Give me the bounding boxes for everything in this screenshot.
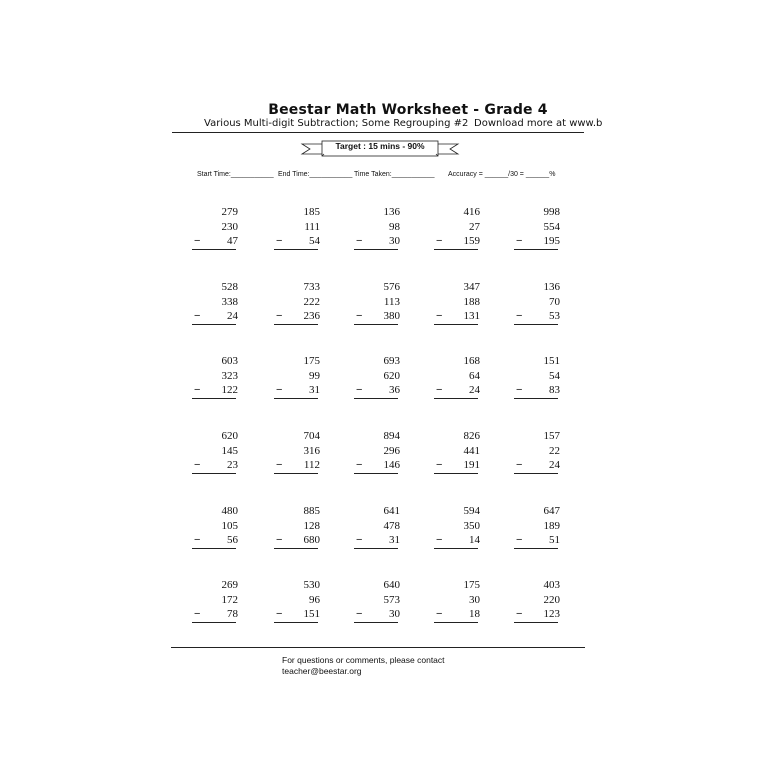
problem-minuend: 347 bbox=[463, 281, 480, 293]
answer-line bbox=[434, 324, 478, 325]
problem-subtrahend: 105 bbox=[221, 520, 238, 532]
problem-minuend: 894 bbox=[383, 430, 400, 442]
problem-subtrahend: 230 bbox=[221, 221, 238, 233]
problem-minuend: 998 bbox=[543, 206, 560, 218]
problem-minuend: 185 bbox=[303, 206, 320, 218]
problem-minuend: 528 bbox=[221, 281, 238, 293]
subtraction-problem bbox=[278, 281, 322, 327]
minus-sign: − bbox=[436, 235, 443, 247]
problem-subtrahend: 316 bbox=[303, 445, 320, 457]
minus-sign: − bbox=[436, 384, 443, 396]
minus-sign: − bbox=[356, 459, 363, 471]
problem-answer: 30 bbox=[389, 235, 400, 247]
problem-answer: 54 bbox=[309, 235, 320, 247]
problem-minuend: 885 bbox=[303, 505, 320, 517]
problem-subtrahend: 27 bbox=[469, 221, 480, 233]
answer-line bbox=[274, 398, 318, 399]
problem-answer: 24 bbox=[549, 459, 560, 471]
problem-minuend: 530 bbox=[303, 579, 320, 591]
problem-subtrahend: 64 bbox=[469, 370, 480, 382]
minus-sign: − bbox=[356, 608, 363, 620]
minus-sign: − bbox=[516, 459, 523, 471]
subtraction-problem bbox=[518, 281, 562, 327]
footer-contact-text: For questions or comments, please contact bbox=[282, 655, 445, 665]
subtraction-problem bbox=[358, 430, 402, 476]
problem-minuend: 576 bbox=[383, 281, 400, 293]
problem-subtrahend: 172 bbox=[221, 594, 238, 606]
minus-sign: − bbox=[194, 608, 201, 620]
problem-answer: 30 bbox=[389, 608, 400, 620]
problem-minuend: 175 bbox=[463, 579, 480, 591]
problem-answer: 191 bbox=[463, 459, 480, 471]
time-taken-field[interactable]: Time Taken:___________ bbox=[354, 171, 435, 178]
subtitle-download-link[interactable]: Download more at www.b bbox=[474, 118, 603, 129]
problem-minuend: 594 bbox=[463, 505, 480, 517]
start-time-field[interactable]: Start Time:___________ bbox=[197, 171, 274, 178]
problem-subtrahend: 98 bbox=[389, 221, 400, 233]
subtraction-problem bbox=[358, 355, 402, 401]
subtitle-topic: Various Multi-digit Subtraction; Some Regrouping #2 bbox=[204, 118, 469, 129]
answer-line bbox=[434, 548, 478, 549]
problem-subtrahend: 620 bbox=[383, 370, 400, 382]
problem-answer: 51 bbox=[549, 534, 560, 546]
answer-line bbox=[514, 398, 558, 399]
problem-answer: 53 bbox=[549, 310, 560, 322]
target-banner bbox=[300, 140, 460, 158]
minus-sign: − bbox=[436, 459, 443, 471]
problem-minuend: 620 bbox=[221, 430, 238, 442]
subtraction-problem bbox=[518, 206, 562, 252]
problem-answer: 112 bbox=[303, 459, 320, 471]
worksheet-title: Beestar Math Worksheet - Grade 4 bbox=[268, 102, 548, 118]
minus-sign: − bbox=[276, 459, 283, 471]
answer-line bbox=[274, 324, 318, 325]
minus-sign: − bbox=[516, 384, 523, 396]
subtraction-problem bbox=[438, 579, 482, 625]
end-time-field[interactable]: End Time:___________ bbox=[278, 171, 353, 178]
subtraction-problem bbox=[196, 206, 240, 252]
subtraction-problem bbox=[278, 505, 322, 551]
minus-sign: − bbox=[276, 534, 283, 546]
problem-subtrahend: 188 bbox=[463, 296, 480, 308]
subtraction-problem bbox=[278, 579, 322, 625]
problem-subtrahend: 220 bbox=[543, 594, 560, 606]
problem-answer: 159 bbox=[463, 235, 480, 247]
problem-subtrahend: 296 bbox=[383, 445, 400, 457]
subtraction-problem bbox=[358, 206, 402, 252]
answer-line bbox=[354, 622, 398, 623]
problem-minuend: 733 bbox=[303, 281, 320, 293]
answer-line bbox=[192, 324, 236, 325]
problem-minuend: 826 bbox=[463, 430, 480, 442]
answer-line bbox=[514, 473, 558, 474]
answer-line bbox=[354, 473, 398, 474]
header-divider bbox=[172, 132, 584, 133]
problem-subtrahend: 70 bbox=[549, 296, 560, 308]
answer-line bbox=[354, 548, 398, 549]
minus-sign: − bbox=[194, 534, 201, 546]
subtraction-problem bbox=[438, 355, 482, 401]
problem-answer: 680 bbox=[303, 534, 320, 546]
minus-sign: − bbox=[356, 310, 363, 322]
answer-line bbox=[192, 473, 236, 474]
minus-sign: − bbox=[356, 384, 363, 396]
target-label: Target : 15 mins - 90% bbox=[335, 141, 425, 151]
problem-subtrahend: 99 bbox=[309, 370, 320, 382]
minus-sign: − bbox=[436, 310, 443, 322]
answer-line bbox=[274, 622, 318, 623]
subtraction-problem bbox=[518, 430, 562, 476]
subtraction-problem bbox=[518, 355, 562, 401]
problem-subtrahend: 22 bbox=[549, 445, 560, 457]
problem-subtrahend: 222 bbox=[303, 296, 320, 308]
answer-line bbox=[354, 249, 398, 250]
footer-email-clip bbox=[282, 668, 402, 674]
problem-minuend: 403 bbox=[543, 579, 560, 591]
problem-subtrahend: 128 bbox=[303, 520, 320, 532]
answer-line bbox=[434, 398, 478, 399]
subtraction-problem bbox=[358, 281, 402, 327]
problem-answer: 380 bbox=[383, 310, 400, 322]
minus-sign: − bbox=[276, 608, 283, 620]
answer-line bbox=[354, 324, 398, 325]
answer-line bbox=[192, 398, 236, 399]
footer-divider bbox=[171, 647, 585, 648]
problem-subtrahend: 30 bbox=[469, 594, 480, 606]
problem-minuend: 603 bbox=[221, 355, 238, 367]
answer-line bbox=[514, 622, 558, 623]
subtraction-problem bbox=[438, 281, 482, 327]
problem-answer: 24 bbox=[469, 384, 480, 396]
subtraction-problem bbox=[196, 355, 240, 401]
minus-sign: − bbox=[356, 534, 363, 546]
subtraction-problem bbox=[518, 579, 562, 625]
minus-sign: − bbox=[276, 384, 283, 396]
problem-minuend: 168 bbox=[463, 355, 480, 367]
worksheet-subtitle bbox=[204, 118, 603, 129]
answer-line bbox=[434, 622, 478, 623]
answer-line bbox=[192, 249, 236, 250]
problem-minuend: 136 bbox=[543, 281, 560, 293]
problem-answer: 47 bbox=[227, 235, 238, 247]
problem-subtrahend: 96 bbox=[309, 594, 320, 606]
problem-answer: 131 bbox=[463, 310, 480, 322]
problem-subtrahend: 189 bbox=[543, 520, 560, 532]
problem-subtrahend: 113 bbox=[383, 296, 400, 308]
answer-line bbox=[434, 473, 478, 474]
answer-line bbox=[274, 473, 318, 474]
problem-subtrahend: 145 bbox=[221, 445, 238, 457]
problem-answer: 78 bbox=[227, 608, 238, 620]
problem-minuend: 640 bbox=[383, 579, 400, 591]
problem-answer: 123 bbox=[543, 608, 560, 620]
problem-subtrahend: 338 bbox=[221, 296, 238, 308]
subtraction-problem bbox=[278, 355, 322, 401]
minus-sign: − bbox=[194, 459, 201, 471]
problem-subtrahend: 441 bbox=[463, 445, 480, 457]
minus-sign: − bbox=[276, 310, 283, 322]
subtraction-problem bbox=[358, 505, 402, 551]
problem-minuend: 269 bbox=[221, 579, 238, 591]
answer-line bbox=[354, 398, 398, 399]
problem-minuend: 480 bbox=[221, 505, 238, 517]
subtraction-problem bbox=[438, 206, 482, 252]
subtraction-problem bbox=[518, 505, 562, 551]
minus-sign: − bbox=[194, 384, 201, 396]
answer-line bbox=[274, 548, 318, 549]
answer-line bbox=[274, 249, 318, 250]
problem-minuend: 647 bbox=[543, 505, 560, 517]
problem-answer: 83 bbox=[549, 384, 560, 396]
problem-minuend: 693 bbox=[383, 355, 400, 367]
problem-answer: 23 bbox=[227, 459, 238, 471]
problem-answer: 122 bbox=[221, 384, 238, 396]
minus-sign: − bbox=[516, 608, 523, 620]
problem-minuend: 416 bbox=[463, 206, 480, 218]
minus-sign: − bbox=[276, 235, 283, 247]
answer-line bbox=[192, 548, 236, 549]
minus-sign: − bbox=[356, 235, 363, 247]
problem-minuend: 175 bbox=[303, 355, 320, 367]
answer-line bbox=[192, 622, 236, 623]
subtraction-problem bbox=[438, 505, 482, 551]
footer-email-link[interactable]: teacher@beestar.org bbox=[282, 666, 362, 676]
problem-subtrahend: 554 bbox=[543, 221, 560, 233]
subtraction-problem bbox=[438, 430, 482, 476]
subtraction-problem bbox=[196, 281, 240, 327]
accuracy-field[interactable]: Accuracy = ______/30 = ______% bbox=[448, 171, 556, 178]
problem-answer: 14 bbox=[469, 534, 480, 546]
minus-sign: − bbox=[436, 608, 443, 620]
problem-answer: 36 bbox=[389, 384, 400, 396]
problem-minuend: 641 bbox=[383, 505, 400, 517]
problem-minuend: 279 bbox=[221, 206, 238, 218]
problem-answer: 146 bbox=[383, 459, 400, 471]
problem-subtrahend: 111 bbox=[304, 221, 320, 233]
answer-line bbox=[514, 548, 558, 549]
problem-answer: 31 bbox=[309, 384, 320, 396]
problem-subtrahend: 323 bbox=[221, 370, 238, 382]
problem-subtrahend: 573 bbox=[383, 594, 400, 606]
minus-sign: − bbox=[194, 310, 201, 322]
problem-answer: 24 bbox=[227, 310, 238, 322]
minus-sign: − bbox=[194, 235, 201, 247]
problem-subtrahend: 478 bbox=[383, 520, 400, 532]
subtraction-problem bbox=[196, 430, 240, 476]
problem-minuend: 157 bbox=[543, 430, 560, 442]
problem-answer: 31 bbox=[389, 534, 400, 546]
minus-sign: − bbox=[436, 534, 443, 546]
problem-minuend: 151 bbox=[543, 355, 560, 367]
problem-minuend: 704 bbox=[303, 430, 320, 442]
minus-sign: − bbox=[516, 310, 523, 322]
problem-answer: 151 bbox=[303, 608, 320, 620]
problem-minuend: 136 bbox=[383, 206, 400, 218]
answer-line bbox=[434, 249, 478, 250]
problem-subtrahend: 54 bbox=[549, 370, 560, 382]
subtraction-problem bbox=[278, 430, 322, 476]
minus-sign: − bbox=[516, 235, 523, 247]
problem-subtrahend: 350 bbox=[463, 520, 480, 532]
answer-line bbox=[514, 249, 558, 250]
problem-answer: 18 bbox=[469, 608, 480, 620]
subtraction-problem bbox=[278, 206, 322, 252]
subtraction-problem bbox=[196, 505, 240, 551]
subtraction-problem bbox=[358, 579, 402, 625]
minus-sign: − bbox=[516, 534, 523, 546]
answer-line bbox=[514, 324, 558, 325]
problem-answer: 236 bbox=[303, 310, 320, 322]
problem-answer: 195 bbox=[543, 235, 560, 247]
subtraction-problem bbox=[196, 579, 240, 625]
problem-answer: 56 bbox=[227, 534, 238, 546]
